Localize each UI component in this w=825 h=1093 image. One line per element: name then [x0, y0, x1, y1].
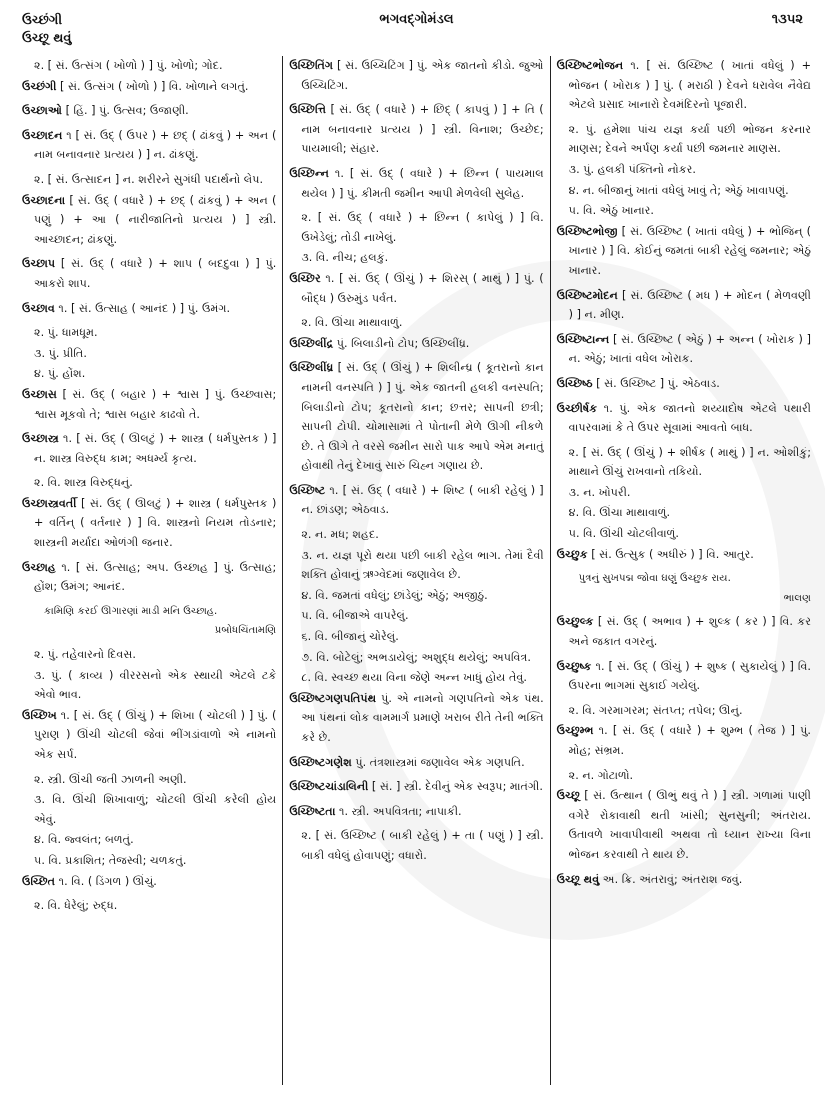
- sub-sense: ૩. વિ. નીચ; હલકું.: [301, 251, 389, 265]
- dictionary-columns: [16, 56, 817, 1085]
- quotation-source: ભાલણ: [783, 592, 811, 604]
- headword: ઉચ્છિષ્ટમોદન: [556, 288, 618, 302]
- definition: પું. બિલાડીનો ટોપ; ઉચ્છિલીંધ્ર.: [333, 336, 470, 350]
- sub-sense: ૮. વિ. સ્વચ્છ થયા વિના જેણે અન્ન ખાધું હોય તેવું.: [301, 671, 527, 685]
- dictionary-entry: [289, 481, 543, 520]
- dictionary-entry: [557, 374, 811, 394]
- dictionary-entry: [22, 872, 276, 892]
- sub-sense: ૨. સ્ત્રી. ઊંચી જતી ઝાળની અણી.: [34, 772, 187, 786]
- column-3: [550, 56, 817, 1085]
- sub-sense: ૩. ન. યજ્ઞ પૂરો થયા પછી બાકી રહેલ ભાગ. તેમાં દૈવી શક્તિ હોવાનું ઋગ્વેદમાં જણાવેલ છે.: [301, 548, 544, 582]
- book-title: ભગવદ્ગોમંડલ: [379, 12, 454, 27]
- dictionary-entry: [557, 56, 811, 115]
- dictionary-entry: [289, 753, 543, 773]
- definition: [ સં. ઉદ્ ( ઊલટું ) + શાસ્ત્ર ( ધર્મપુસ્તક ) + વર્તિન્ ( વર્તનાર ) ] વિ. શાસ્ત્રનો નિયમ તોડનાર; શાસ્ત્રની મર્યાદા ઓળંગી જનાર.: [34, 496, 277, 550]
- headword: ઉચ્છૂ થવું: [556, 872, 600, 886]
- dictionary-entry: [289, 358, 543, 476]
- headword: ઉચ્છિષ્ટગણપતિપંથ: [289, 691, 377, 705]
- dictionary-entry: [22, 77, 276, 97]
- page-header: [22, 8, 811, 48]
- sub-sense: ૩. વિ. ઊંચી શિખાવાળું; ચોટલી ઊંચી કરેલી હોય એવું.: [34, 793, 277, 826]
- sub-sense: ૫. વિ. પ્રકાશિત; તેજસ્વી; ચળકતું.: [34, 853, 187, 867]
- headword: ઉચ્છિલીંદ્ર: [289, 336, 334, 350]
- definition: [ સં. ઉત્સંગ ( ખોળો ) ] વિ. ખોળાને લગતું.: [56, 79, 249, 93]
- definition: [ સં. ઉત્સુક ( અધીરું ) ] વિ. આતુર.: [587, 547, 754, 561]
- dictionary-entry: [557, 286, 811, 325]
- sub-sense: ૪. વિ. ઊંચા માથાવાળું.: [568, 506, 671, 520]
- headword: ઉચ્છિન્ન: [289, 166, 329, 180]
- sub-sense: ૩. ન. ખોપરી.: [568, 485, 631, 499]
- sub-sense: ૨. વિ. ધેરેલું; રુદ્ધ.: [34, 899, 118, 913]
- headword: ઉચ્છુક: [556, 547, 588, 561]
- definition: [ સં. ઉચ્ચિટિંગ ] પું. એક જાતનો કીડો. જુઓ ઉચ્ચિટિંગ.: [301, 59, 544, 92]
- headword: ઉચ્છાપ: [22, 257, 56, 271]
- definition: [ સં. ઉદ્ ( બહાર ) + શ્વાસ ] પું. ઉચ્છ્વાસ; શ્વાસ મૂકવો તે; શ્વાસ બહાર કાઢવો તે.: [34, 387, 277, 421]
- headword: ઉચ્છિષ્ટતા: [289, 804, 336, 818]
- definition: ૧. [ સં. ઉદ્ ( વધારે ) + શુમ્ભ ( તેજ ) ] પું. મોહ; સંભ્રમ.: [568, 724, 811, 757]
- headword: ઉચ્છાસ: [22, 387, 57, 401]
- definition: ૧. [ સં. ઉદ્ ( વધારે ) + છિન્ન ( પાયમાલ થયેલ ) ] પું. કીમતી જમીન આપી મેળવેલી સુલેહ.: [301, 166, 544, 200]
- definition: [ સં. ઉદ્ ( વધારે ) + છદ્ ( ઢાંકવું ) + અન ( પણું ) + આ ( નારીજાતિનો પ્રત્યય ) ] સ્ત્રી. આચ્છાદન; ઢાંકણું.: [34, 193, 277, 246]
- sub-sense: ૨. [ સં. ઉદ્ ( ઊંચું ) + શીર્ષક ( માથું ) ] ન. ઓશીકું; માથાને ઊંચું રાખવાનો તકિયો.: [568, 445, 811, 479]
- definition: ૧. [ સં. ઉદ્ ( ઊંચું ) + શુષ્ક ( સુકાયેલું ) ] વિ. ઉપરના ભાગમાં સુકાઈ ગયેલું.: [568, 659, 811, 693]
- definition: [ સં. ] સ્ત્રી. દેવીનું એક સ્વરૂપ; માતંગી.: [368, 780, 543, 794]
- dictionary-entry: [289, 689, 543, 748]
- dictionary-entry: [289, 56, 543, 95]
- dictionary-entry: [557, 786, 811, 864]
- headword: ઉચ્છિષ્ટ: [289, 483, 326, 497]
- quotation-source: પ્રબોધચિંતામણિ: [214, 625, 277, 637]
- dictionary-entry: [557, 657, 811, 696]
- headword: ઉચ્છાહ: [22, 560, 56, 574]
- dictionary-entry: [22, 191, 276, 250]
- headword: ઉચ્છિલીંધ્ર: [289, 361, 334, 375]
- definition: ૧. પું. એક જાતનો શય્યાદોષ એટલે પથારી વાપરવામાં કે તે ઉપર સૂવામાં આવતો બાધ.: [568, 401, 811, 435]
- headword: ઉચ્છિષ્ટચાંડાલિની: [289, 780, 369, 794]
- sub-sense: ૨. [ સં. ઉદ્ ( વધારે ) + છિન્ન ( કાપેલું ) ] વિ. ઉખેડેલું; તોડી નાખેલું.: [301, 211, 544, 244]
- dictionary-entry: [557, 330, 811, 369]
- dictionary-entry: [22, 101, 276, 121]
- sub-sense: ૫. વિ. બીજાએ વાપરેલું.: [301, 609, 409, 623]
- dictionary-entry: [22, 494, 276, 553]
- headword: ઉચ્છુલ્ક: [556, 615, 594, 629]
- page-number: ૧૩૫૨: [771, 12, 803, 27]
- dictionary-entry: [289, 100, 543, 159]
- headword: ઉચ્છાવ: [22, 301, 55, 315]
- dictionary-entry: [22, 299, 276, 319]
- definition: ૧. [ સં. ઉદ્ ( ઊલટું ) + શાસ્ત્ર ( ધર્મપુસ્તક ) ] ન. શાસ્ત્ર વિરુદ્ધ કામ; અધર્મ્ય કૃત્ય.: [34, 432, 277, 465]
- sub-sense: ૩. પું. પ્રીતિ.: [34, 346, 87, 360]
- sub-sense: ૩. પું. ( કાવ્ય ) વીરરસનો એક સ્થાયી એટલે ટકે એવો ભાવ.: [34, 668, 277, 702]
- definition: ૧. વિ. ( ડિંગળ ) ઊંચું.: [55, 874, 157, 888]
- sub-sense: ૪. પું. હોંશ.: [34, 367, 86, 381]
- definition: ૧ [ સં. ઉદ્ ( ઉપર ) + છદ્ ( ઢાંકવું ) + અન ( નામ બનાવનાર પ્રત્યય ) ] ન. ઢાંકણું.: [34, 128, 277, 162]
- definition: ૧. સ્ત્રી. અપવિત્રતા; નાપાકી.: [335, 804, 462, 818]
- definition: [ સં. ઉદ્ ( વધારે ) + છિદ્ ( કાપવું ) ] + તિ ( નામ બનાવનાર પ્રત્યય ) ] સ્ત્રી. વિનાશ; ઉચ્છેદ; પાયમાલી; સંહાર.: [301, 103, 544, 156]
- headword: ઉચ્છિષ્ટાન્ન: [556, 332, 610, 346]
- dictionary-entry: [557, 870, 811, 890]
- dictionary-entry: [289, 802, 543, 822]
- dictionary-entry: [22, 558, 276, 597]
- sub-sense: ૫. વિ. ઊંચી ચોટલીવાળું.: [568, 527, 679, 541]
- dictionary-entry: [557, 612, 811, 651]
- guide-word-first: ઉચ્છંગી: [22, 13, 63, 28]
- dictionary-entry: [557, 222, 811, 281]
- definition: [ સં. ઉત્થાન ( ઊભું થવું તે ) ] સ્ત્રી. ગળામાં પાણી વગેરે રોકાવાથી થતી ખાંસી; સુનસુની; અંતરાય. ઉતાવળે ખાવાપીવાથી અથવા તો ધ્યાન રાખ્યા વિના ભોજન કરવાથી તે થાય છે.: [568, 789, 811, 861]
- definition: [ સં. ઉચ્છિષ્ટ ( મધ ) + મોદન ( મેળવણી ) ] ન. મીણ.: [568, 288, 811, 322]
- definition: પું. તંત્રશાસ્ત્રમાં જણાવેલ એક ગણપતિ.: [351, 755, 525, 769]
- dictionary-entry: [22, 429, 276, 468]
- definition: [ સં. ઉચ્છિષ્ટ ] પું. એઠવાડ.: [592, 376, 720, 390]
- definition: [ હિં. ] પું. ઉત્સવ; ઉજાણી.: [62, 104, 189, 118]
- dictionary-entry: [557, 721, 811, 760]
- headword: ઉચ્છાઓ: [22, 104, 63, 118]
- definition: ૧. [ સં. ઉદ્ ( ઊંચું ) + શિખા ( ચોટલી ) ] પું. ( પુરાણ ) ઊંચી ચોટલી જેવાં ભીંગડાંવાળો એ નામનો એક સર્પ.: [34, 708, 277, 761]
- sub-sense: ૪. વિ. જમતાં વધેલું; છાંડેલું; એઠું; અજીઠું.: [301, 588, 488, 602]
- definition: [ સં. ઉચ્છિષ્ટ ( ખાતાં વધેલું ) + ભોજિન્ ( ખાનાર ) ] વિ. કોઈનું જમતાં બાકી રહેલું જમનાર; એઠું ખાનાર.: [568, 224, 811, 277]
- headword: ઉચ્છિષ્ટભોજન: [556, 59, 624, 72]
- headword: ઉચ્છિખ: [22, 708, 57, 722]
- headword: ઉચ્છિત્તિ: [289, 103, 327, 117]
- headword: ઉચ્છીર્ષક: [556, 401, 598, 415]
- sub-sense: ૨. પું. તહેવારનો દિવસ.: [34, 648, 136, 662]
- dictionary-entry: [289, 334, 543, 354]
- dictionary-entry: [289, 269, 543, 308]
- headword: ઉચ્છંગી: [22, 79, 57, 93]
- guide-word-last: ઉચ્છૂ થવું: [22, 31, 72, 46]
- definition: ૧. [ સં. ઉદ્ ( ઊંચું ) + શિરસ્ ( માથું ) ] પું. ( બૌદ્ધ ) ઉરુમુંડ પર્વત.: [301, 271, 544, 305]
- headword: ઉચ્છિષ્ટગણેશ: [289, 755, 352, 769]
- headword: ઉચ્છાસ્ત્રવર્તી: [22, 496, 77, 510]
- definition: ૧. [ સં. ઉચ્છિષ્ટ ( ખાતાં વધેલું ) + ભોજન ( ખોરાક ) ] પું. ( મરાઠી ) દેવને ધરાવેલ નૈવેદ્ય એટલે પ્રસાદ ખાનારો દેવમંદિરનો પૂજારી.: [568, 59, 811, 112]
- definition: [ સં. ઉચ્છિષ્ટ ( એઠું ) + અન્ન ( ખોરાક ) ] ન. એઠું; ખાતાં વધેલ ખોરાક.: [568, 332, 811, 366]
- headword: ઉચ્છાસ્ત્ર: [22, 432, 59, 446]
- sub-sense: ૭. વિ. બોટેલું; અભડાયેલું; અશુદ્ધ થયેલું; અપવિત્ર.: [301, 650, 531, 664]
- dictionary-entry: [22, 126, 276, 165]
- headword: ઉચ્છિત: [22, 874, 56, 888]
- sub-sense: ૨. પું. ધામધૂમ.: [34, 326, 98, 340]
- headword: ઉચ્છાદના: [22, 193, 66, 207]
- column-1: [16, 56, 282, 1085]
- sub-sense: ૫. વિ. એઠું ખાનાર.: [568, 204, 654, 218]
- definition: [ સં. ઉદ્ ( અભાવ ) + શુલ્ક ( કર ) ] વિ. કર અને જકાત વગરનું.: [568, 615, 811, 649]
- sub-sense: ૩. પું. હલકી પંક્તિનો નોકર.: [568, 162, 696, 176]
- definition: પું. એ નામનો ગણપતિનો એક પંથ. આ પંથનાં લોક વામમાર્ગ પ્રમાણે ખરાબ રીતે તેની ભક્તિ કરે છે.: [301, 691, 544, 744]
- definition: ૧. [ સં. ઉત્સાહ ( આનંદ ) ] પું. ઉમંગ.: [54, 301, 231, 315]
- sub-sense: ૪. ન. બીજાનું ખાતાં વધેલું ખાવું તે; એઠું ખાવાપણું.: [568, 183, 789, 197]
- definition: ૧. [ સં. ઉત્સાહ; અપ. ઉચ્છાહ ] પું. ઉત્સાહ; હોંશ; ઉમંગ; આનંદ.: [34, 560, 277, 594]
- sub-sense: ૨. વિ. ઊંચા માથાવાળું.: [301, 316, 403, 330]
- quotation: કામિણિ કરઈ ઊગારણાં માડી મનિ ઉચ્છાહ.: [44, 605, 218, 617]
- sub-sense: ૨. ન. મધ; શહદ.: [301, 528, 379, 542]
- dictionary-entry: [289, 164, 543, 203]
- headword: ઉચ્છિષ્ઠ: [556, 376, 593, 390]
- sub-sense: ૨. પું. હમેશા પાંચ યજ્ઞ કર્યા પછી ભોજન કરનાર માણસ; દેવને અર્પણ કર્યા પછી જમનાર માણસ.: [568, 122, 811, 156]
- sub-sense: ૨. [ સં. ઉત્સંગ ( ખોળો ) ] પું. ખોળો; ગોદ.: [34, 59, 223, 72]
- dictionary-entry: [22, 706, 276, 765]
- dictionary-entry: [289, 777, 543, 797]
- definition: [ સં. ઉદ્ ( ઊંચું ) + શિલીન્ધ્ર ( કૂતરાનો કાન નામની વનસ્પતિ ) ] પું. એક જાતની હલકી વનસ્પતિ; બિલાડીનો ટોપ; કૂતરાનો કાન; છત્તર; સાપની છત્રી; સાપની ટોપી. ચોમાસામાં તે પોતાની મેળે ઊગી નીકળે છે. તે ઊગે તે વરસે જમીન સારો પાક આપે એમ મનાતું હોવાથી તેનું દેખાવું સારું ચિહ્ન ગણાય છે.: [301, 361, 544, 473]
- sub-sense: ૨. વિ. શાસ્ત્ર વિરુદ્ધનું.: [34, 476, 133, 490]
- dictionary-entry: [22, 385, 276, 424]
- headword: ઉચ્છાદન: [22, 128, 63, 142]
- sub-sense: ૨. [ સં. ઉત્સાદન ] ન. શરીરને સુગંધી પદાર્થનો લેપ.: [34, 172, 264, 186]
- quotation: પુત્રનું સુખપદ્મ જોવા ઘણું ઉચ્છુક રાય.: [578, 573, 731, 585]
- sub-sense: ૨. [ સં. ઉચ્છિષ્ટ ( બાકી રહેલું ) + તા ( પણું ) ] સ્ત્રી. બાકી વધેલું હોવાપણું; વધારો.: [301, 829, 544, 862]
- dictionary-entry: [557, 545, 811, 565]
- headword: ઉચ્છિતિંગ: [289, 59, 334, 72]
- headword: ઉચ્છૂ: [556, 789, 580, 803]
- headword: ઉચ્છિર: [289, 271, 321, 285]
- dictionary-entry: [22, 254, 276, 293]
- headword: ઉચ્છુષ્ક: [556, 659, 592, 673]
- definition: અ. ક્રિ. અંતરાવું; અંતરાશ જવું.: [599, 872, 743, 886]
- column-2: [282, 56, 549, 1085]
- sub-sense: ૪. વિ. જ્વલંત; બળતું.: [34, 833, 134, 847]
- definition: ૧. [ સં. ઉદ્ ( વધારે ) + શિષ્ટ ( બાકી રહેલું ) ] ન. છાંડણ; એઠવાડ.: [301, 483, 544, 517]
- headword: ઉચ્છુમ્ભ: [556, 724, 594, 738]
- headword: ઉચ્છિષ્ટભોજી: [556, 224, 618, 238]
- sub-sense: ૬. વિ. બીજાનું ચોરેલું.: [301, 630, 399, 644]
- sub-sense: ૨. વિ. ગરમાગરમ; સંતપ્ત; તપેલ; ઊનું.: [568, 703, 743, 717]
- sub-sense: ૨. ન. ગોટાળો.: [568, 768, 634, 782]
- dictionary-entry: [557, 399, 811, 438]
- definition: [ સં. ઉદ્ ( વધારે ) + શાપ ( બદદુવા ) ] પું. આકરો શાપ.: [34, 257, 277, 290]
